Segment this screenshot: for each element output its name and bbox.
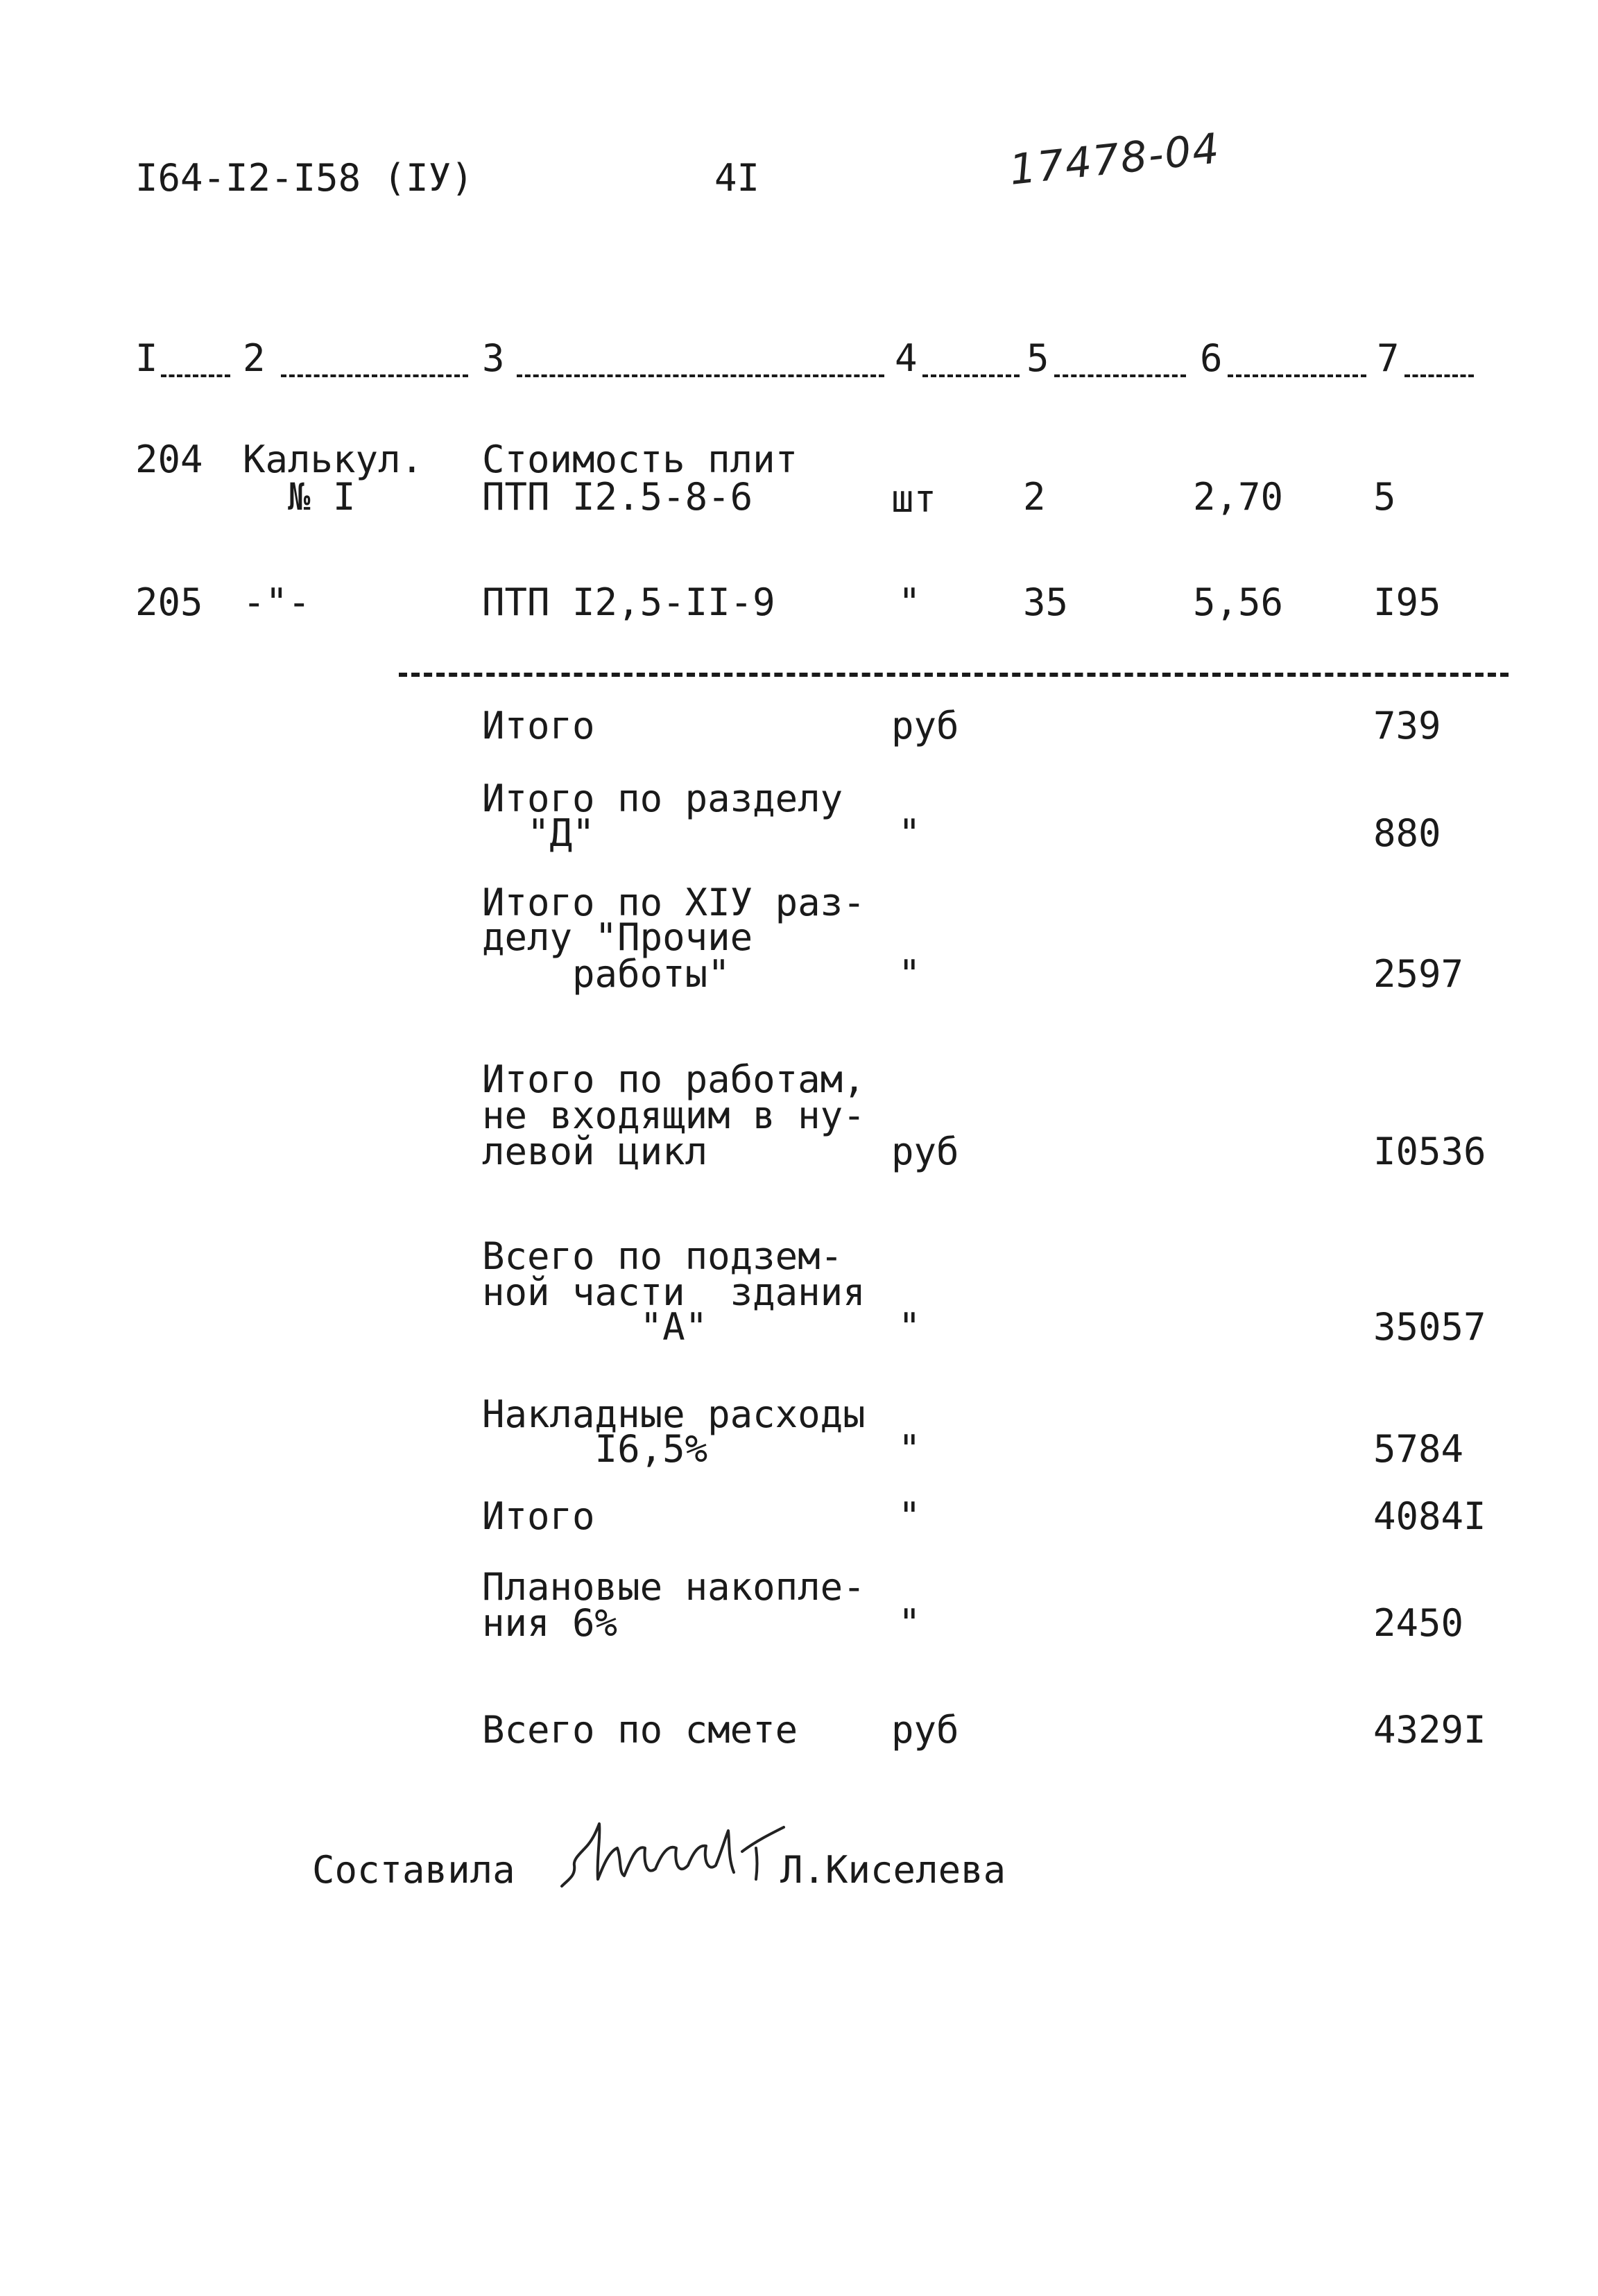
header-dash [161, 374, 230, 377]
total-label: "А" [482, 1305, 708, 1349]
total-value: 2597 [1373, 952, 1464, 996]
total-unit: " [898, 1601, 921, 1645]
total-unit: " [898, 952, 921, 996]
total-label: "Д" [482, 811, 595, 855]
total-value: I0536 [1373, 1130, 1486, 1173]
header-dash [1228, 374, 1366, 377]
total-unit: " [898, 1427, 921, 1471]
column-header: 6 [1200, 336, 1223, 380]
row-total: 5 [1373, 475, 1396, 519]
total-label: Итого по разделу [482, 777, 843, 820]
header-dash [922, 374, 1020, 377]
total-value: 35057 [1373, 1305, 1486, 1349]
row-source: № I [288, 475, 356, 519]
total-label: делу "Прочие [482, 915, 753, 959]
total-value: 2450 [1373, 1601, 1464, 1645]
total-label: Итого [482, 704, 595, 748]
grand-total-label: Всего по смете [482, 1708, 798, 1752]
header-dash [517, 374, 884, 377]
total-value: 5784 [1373, 1427, 1464, 1471]
column-header: 5 [1026, 336, 1049, 380]
total-label: Плановые накопле- [482, 1565, 866, 1609]
total-label: Накладные расходы [482, 1392, 866, 1436]
total-value: 739 [1373, 704, 1441, 748]
signatory-name: Л.Киселева [780, 1848, 1006, 1892]
total-unit: " [898, 1494, 921, 1538]
row-unit: " [898, 580, 921, 624]
signature-label: Составила [312, 1848, 515, 1892]
total-unit: " [898, 1305, 921, 1349]
total-unit: руб [891, 704, 959, 748]
row-name: ПТП I2,5-II-9 [482, 580, 775, 624]
page-number: 4I [714, 156, 760, 200]
column-header: 3 [482, 336, 505, 380]
handwritten-signature [555, 1810, 791, 1900]
document-code: I64-I2-I58 (IУ) [135, 156, 474, 200]
row-number: 205 [135, 580, 203, 624]
total-label: ния 6% [482, 1601, 618, 1645]
header-dash [281, 374, 468, 377]
column-header: 4 [895, 336, 918, 380]
total-unit: " [898, 811, 921, 855]
row-quantity: 2 [1023, 475, 1046, 519]
header-dash [1404, 374, 1474, 377]
grand-total-unit: руб [891, 1708, 959, 1752]
handwritten-number: 17478-04 [1007, 124, 1223, 195]
row-name: ПТП I2.5-8-6 [482, 475, 753, 519]
row-quantity: 35 [1023, 580, 1069, 624]
total-label: Всего по подзем- [482, 1234, 843, 1278]
header-dash [1054, 374, 1186, 377]
total-value: 4084I [1373, 1494, 1486, 1538]
section-separator [399, 673, 1509, 677]
total-label: Итого [482, 1494, 595, 1538]
row-name: Стоимость плит [482, 438, 798, 481]
total-label: левой цикл [482, 1130, 708, 1173]
row-price: 2,70 [1193, 475, 1284, 519]
total-label: Итого по работам, [482, 1058, 866, 1101]
grand-total-value: 4329I [1373, 1708, 1486, 1752]
row-total: I95 [1373, 580, 1441, 624]
row-source: Калькул. [243, 438, 424, 481]
total-unit: руб [891, 1130, 959, 1173]
column-header: I [135, 336, 158, 380]
total-label: I6,5% [482, 1427, 708, 1471]
total-value: 880 [1373, 811, 1441, 855]
column-header: 7 [1377, 336, 1400, 380]
total-label: Итого по XIУ раз- [482, 881, 866, 924]
column-header: 2 [243, 336, 266, 380]
total-label: не входящим в ну- [482, 1094, 866, 1137]
row-unit: шт [891, 477, 937, 521]
total-label: работы" [482, 952, 730, 996]
row-price: 5,56 [1193, 580, 1284, 624]
row-number: 204 [135, 438, 203, 481]
total-label: ной части здания [482, 1270, 866, 1314]
row-source: -"- [243, 580, 311, 624]
